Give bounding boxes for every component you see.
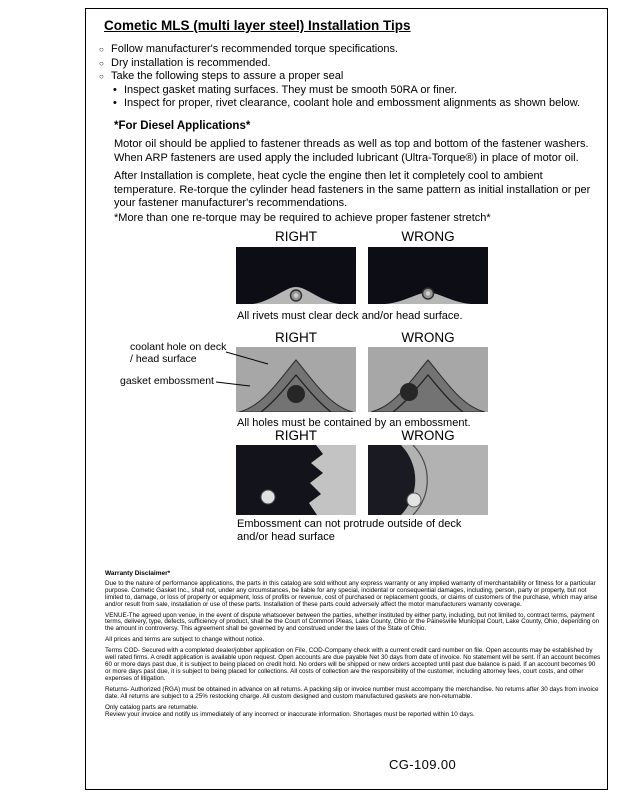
diesel-paragraph-oil: Motor oil should be applied to fastener threads as well as top and bottom of the fastener washers. When ARP fasteners are used apply the included lubricant (Ultra-Torque®) in place of motor oil. (114, 138, 589, 164)
diesel-applications-heading: *For Diesel Applications* (114, 120, 251, 132)
wrong-header: WRONG (401, 428, 455, 443)
legal-section (105, 571, 602, 723)
wrong-header: WRONG (401, 330, 455, 345)
list-item (113, 97, 596, 111)
list-item (98, 70, 596, 84)
wrong-header: WRONG (401, 229, 455, 244)
hole-embossment-wrong-image (368, 347, 488, 412)
rivets-caption: All rivets must clear deck and/or head surface. (237, 310, 463, 322)
gasket-embossment-annotation: gasket embossment (120, 375, 214, 387)
tip-text: Dry installation is recommended. (111, 56, 271, 69)
right-header: RIGHT (275, 330, 317, 345)
legal-paragraph: Review your invoice and notify us immediately of any incorrect or inaccurate information. Shortages must be reported within 10 days. (105, 711, 475, 719)
tip-text: Inspect gasket mating surfaces. They must be smooth 50RA or finer. (124, 83, 458, 96)
tip-text: Take the following steps to assure a proper seal (111, 70, 344, 82)
legal-paragraph: Due to the nature of performance applications, the parts in this catalog are sold without any express warranty or any implied warranty of merchantability or fitness for a particular purpose. Cometic Gasket Inc., shall not, under any circumstances, be liable for any special, incidental or consequential damages, including, person, party or property, but not limited to, damage, or loss of property or equipment, loss of profits or revenue, cost of purchased or replacement goods, or claims of customers of the purchase, which may arise and/or result from sale, installation or use of these parts. Installation of these parts could adversely affect the motor manufacturers warranty coverage. (105, 579, 598, 608)
disc-bullet-icon: • (113, 83, 117, 96)
legal-paragraph: All prices and terms are subject to change without notice. (105, 636, 265, 644)
list-item (98, 43, 596, 57)
embossment-annotation-line (216, 378, 252, 390)
warranty-disclaimer-heading: Warranty Disclaimer* (105, 570, 171, 577)
rivet-clearance-wrong-image (368, 247, 488, 304)
embossment-caption: Embossment can not protrude outside of deck and/or head surface (237, 518, 462, 543)
coolant-annotation-line (226, 350, 270, 366)
catalog-page-code: CG-109.00 (389, 757, 457, 772)
retorque-note: *More than one re-torque may be required to achieve proper fastener stretch* (114, 212, 491, 224)
disc-bullet-icon: • (113, 97, 117, 109)
tips-list (98, 43, 596, 111)
right-header: RIGHT (275, 229, 317, 244)
list-item (98, 57, 596, 71)
tip-text: Inspect for proper, rivet clearance, coolant hole and embossment alignments as shown below. (124, 97, 581, 109)
embossment-protrusion-wrong-image (368, 445, 488, 515)
embossment-protrusion-right-image (236, 445, 356, 515)
rivet-clearance-right-image (236, 247, 356, 304)
legal-paragraph: Only catalog parts are returnable. (105, 703, 199, 711)
circle-bullet-icon: ○ (99, 58, 104, 68)
page-title: Cometic MLS (multi layer steel) Installation Tips (104, 18, 411, 33)
legal-paragraph: Terms COD- Secured with a completed dealer/jobber application on File, COD-Company check with a current credit card number on file. Open accounts may be established by well rated firms. A credit application is available upon request. Open accounts are due payable Net 30 days from date of invoice. No statement will be sent. If an account becomes 60 or more days past due, it is subject to being placed on credit hold. No orders will be shipped or new orders accepted until past due balance is paid. If an account becomes 90 or more days past due, it is subject to being placed for collections. All costs of collection are the responsibility of the customer, including attorney fees, court costs, and other expenses of litigation. (105, 647, 601, 682)
tip-text: Follow manufacturer's recommended torque specifications. (111, 43, 399, 55)
circle-bullet-icon: ○ (99, 45, 104, 54)
circle-bullet-icon: ○ (99, 72, 104, 81)
legal-paragraph: VENUE-The agreed upon venue, in the event of dispute whatsoever between the parties, whether instituted by either party, including, but not limited to, contract terms, payment terms, delivery, type, defects, sufficiency of product, shall be the Court of Common Pleas, Lake County, Ohio or the Painesville Municipal Court, Lake County, Ohio, depending on the amount in controversy. This agreement shall be governed by and construed under the laws of the State of Ohio. (105, 611, 600, 633)
right-header: RIGHT (275, 428, 317, 443)
coolant-hole-annotation: coolant hole on deck / head surface (130, 341, 227, 365)
diesel-paragraph-retorque: After Installation is complete, heat cycle the engine then let it completely cool to ambient temperature. Re-torque the cylinder head fasteners in the same pattern as initial installation or per your fastener manufacturer's recommendations. (114, 170, 591, 209)
legal-paragraph: Returns- Authorized (RGA) must be obtained in advance on all returns. A packing slip or invoice number must accompany the merchandise. No returns after 30 days from invoice date. All returns are subject to a 25% restocking charge. All custom designed and custom manufactured gaskets are non-returnable. (105, 685, 599, 700)
list-item (113, 84, 596, 98)
holes-caption: All holes must be contained by an embossment. (237, 417, 471, 429)
